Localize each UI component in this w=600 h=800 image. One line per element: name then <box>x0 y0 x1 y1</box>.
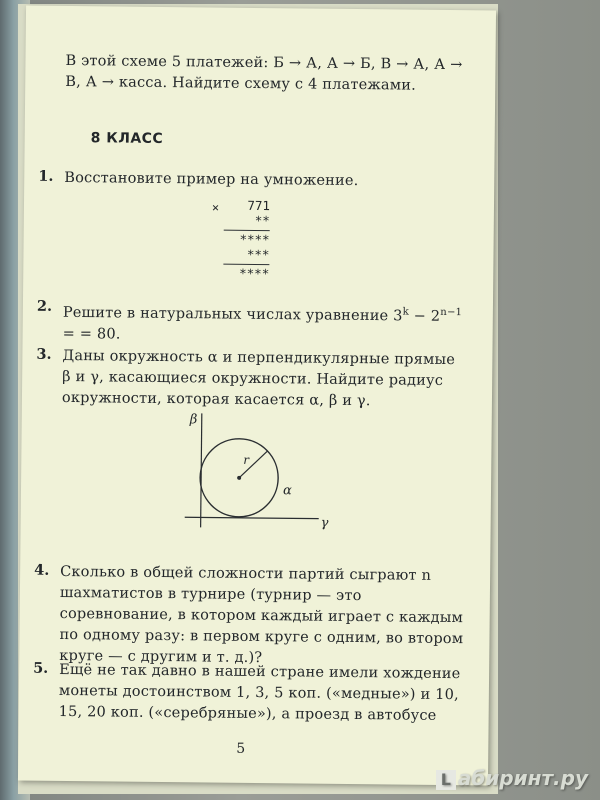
multiplication-example <box>211 197 271 282</box>
exponent-k: k <box>402 306 409 318</box>
problem-5-number: 5. <box>33 659 49 677</box>
label-r: r <box>243 452 250 467</box>
problem-2-number: 2. <box>36 297 53 315</box>
page-number: 5 <box>236 740 246 757</box>
problem-4-text: Сколько в общей сложности партий сыграют n шахматистов в турнире (турнир — это соревнование, в котором каждый играет с каждым по одному разу: в первом круге с одним, во втором круге — с другим и т. д.)? <box>59 563 464 667</box>
watermark-text: абиринт.ру <box>457 766 588 790</box>
label-gamma: γ <box>320 515 329 531</box>
mult-row-3: **** <box>239 231 270 248</box>
watermark <box>436 766 588 790</box>
problem-1-text: Восстановите пример на умножение. <box>64 169 359 190</box>
problem-1-number: 1. <box>38 167 54 185</box>
labirint-logo-icon: L <box>436 770 456 790</box>
problem-3-number: 3. <box>36 345 52 363</box>
mult-row-1: 771 <box>247 197 271 214</box>
problem-2-text-c: = = 80. <box>62 325 121 343</box>
times-sign: × <box>211 200 220 215</box>
section-title: 8 КЛАСС <box>90 130 164 148</box>
problem-2-text <box>63 298 468 349</box>
problem-4-number: 4. <box>34 561 50 579</box>
line-gamma <box>185 517 319 518</box>
problem-3-text: Даны окружность α и перпендикулярные прямые β и γ, касающиеся окружности. Найдите радиус окружности, которая касается α, β и γ. <box>61 347 456 410</box>
book-page <box>18 6 496 786</box>
mult-row-2: ** <box>254 212 270 229</box>
problem-2-text-b: − 2 <box>408 308 441 325</box>
circle-tangent-diagram <box>179 405 340 532</box>
problem-2-text-a: Решите в натуральных числах уравнение 3 <box>62 304 403 325</box>
label-alpha: α <box>282 483 292 499</box>
label-beta: β <box>189 412 198 428</box>
exponent-n-minus-1: n−1 <box>440 306 463 319</box>
mult-row-5: **** <box>239 265 270 282</box>
intro-text: В этой схеме 5 платежей: Б → А, А → Б, В → А, А → В, А → касса. Найдите схему с 4 платежами. <box>65 52 463 94</box>
problem-5-text: Ещё не так давно в нашей стране имели хождение монеты достоинством 1, 3, 5 коп. («медные») и 10, 15, 20 коп. («серебряные»), а проезд в автобусе <box>58 661 461 724</box>
mult-row-4: *** <box>246 246 270 263</box>
